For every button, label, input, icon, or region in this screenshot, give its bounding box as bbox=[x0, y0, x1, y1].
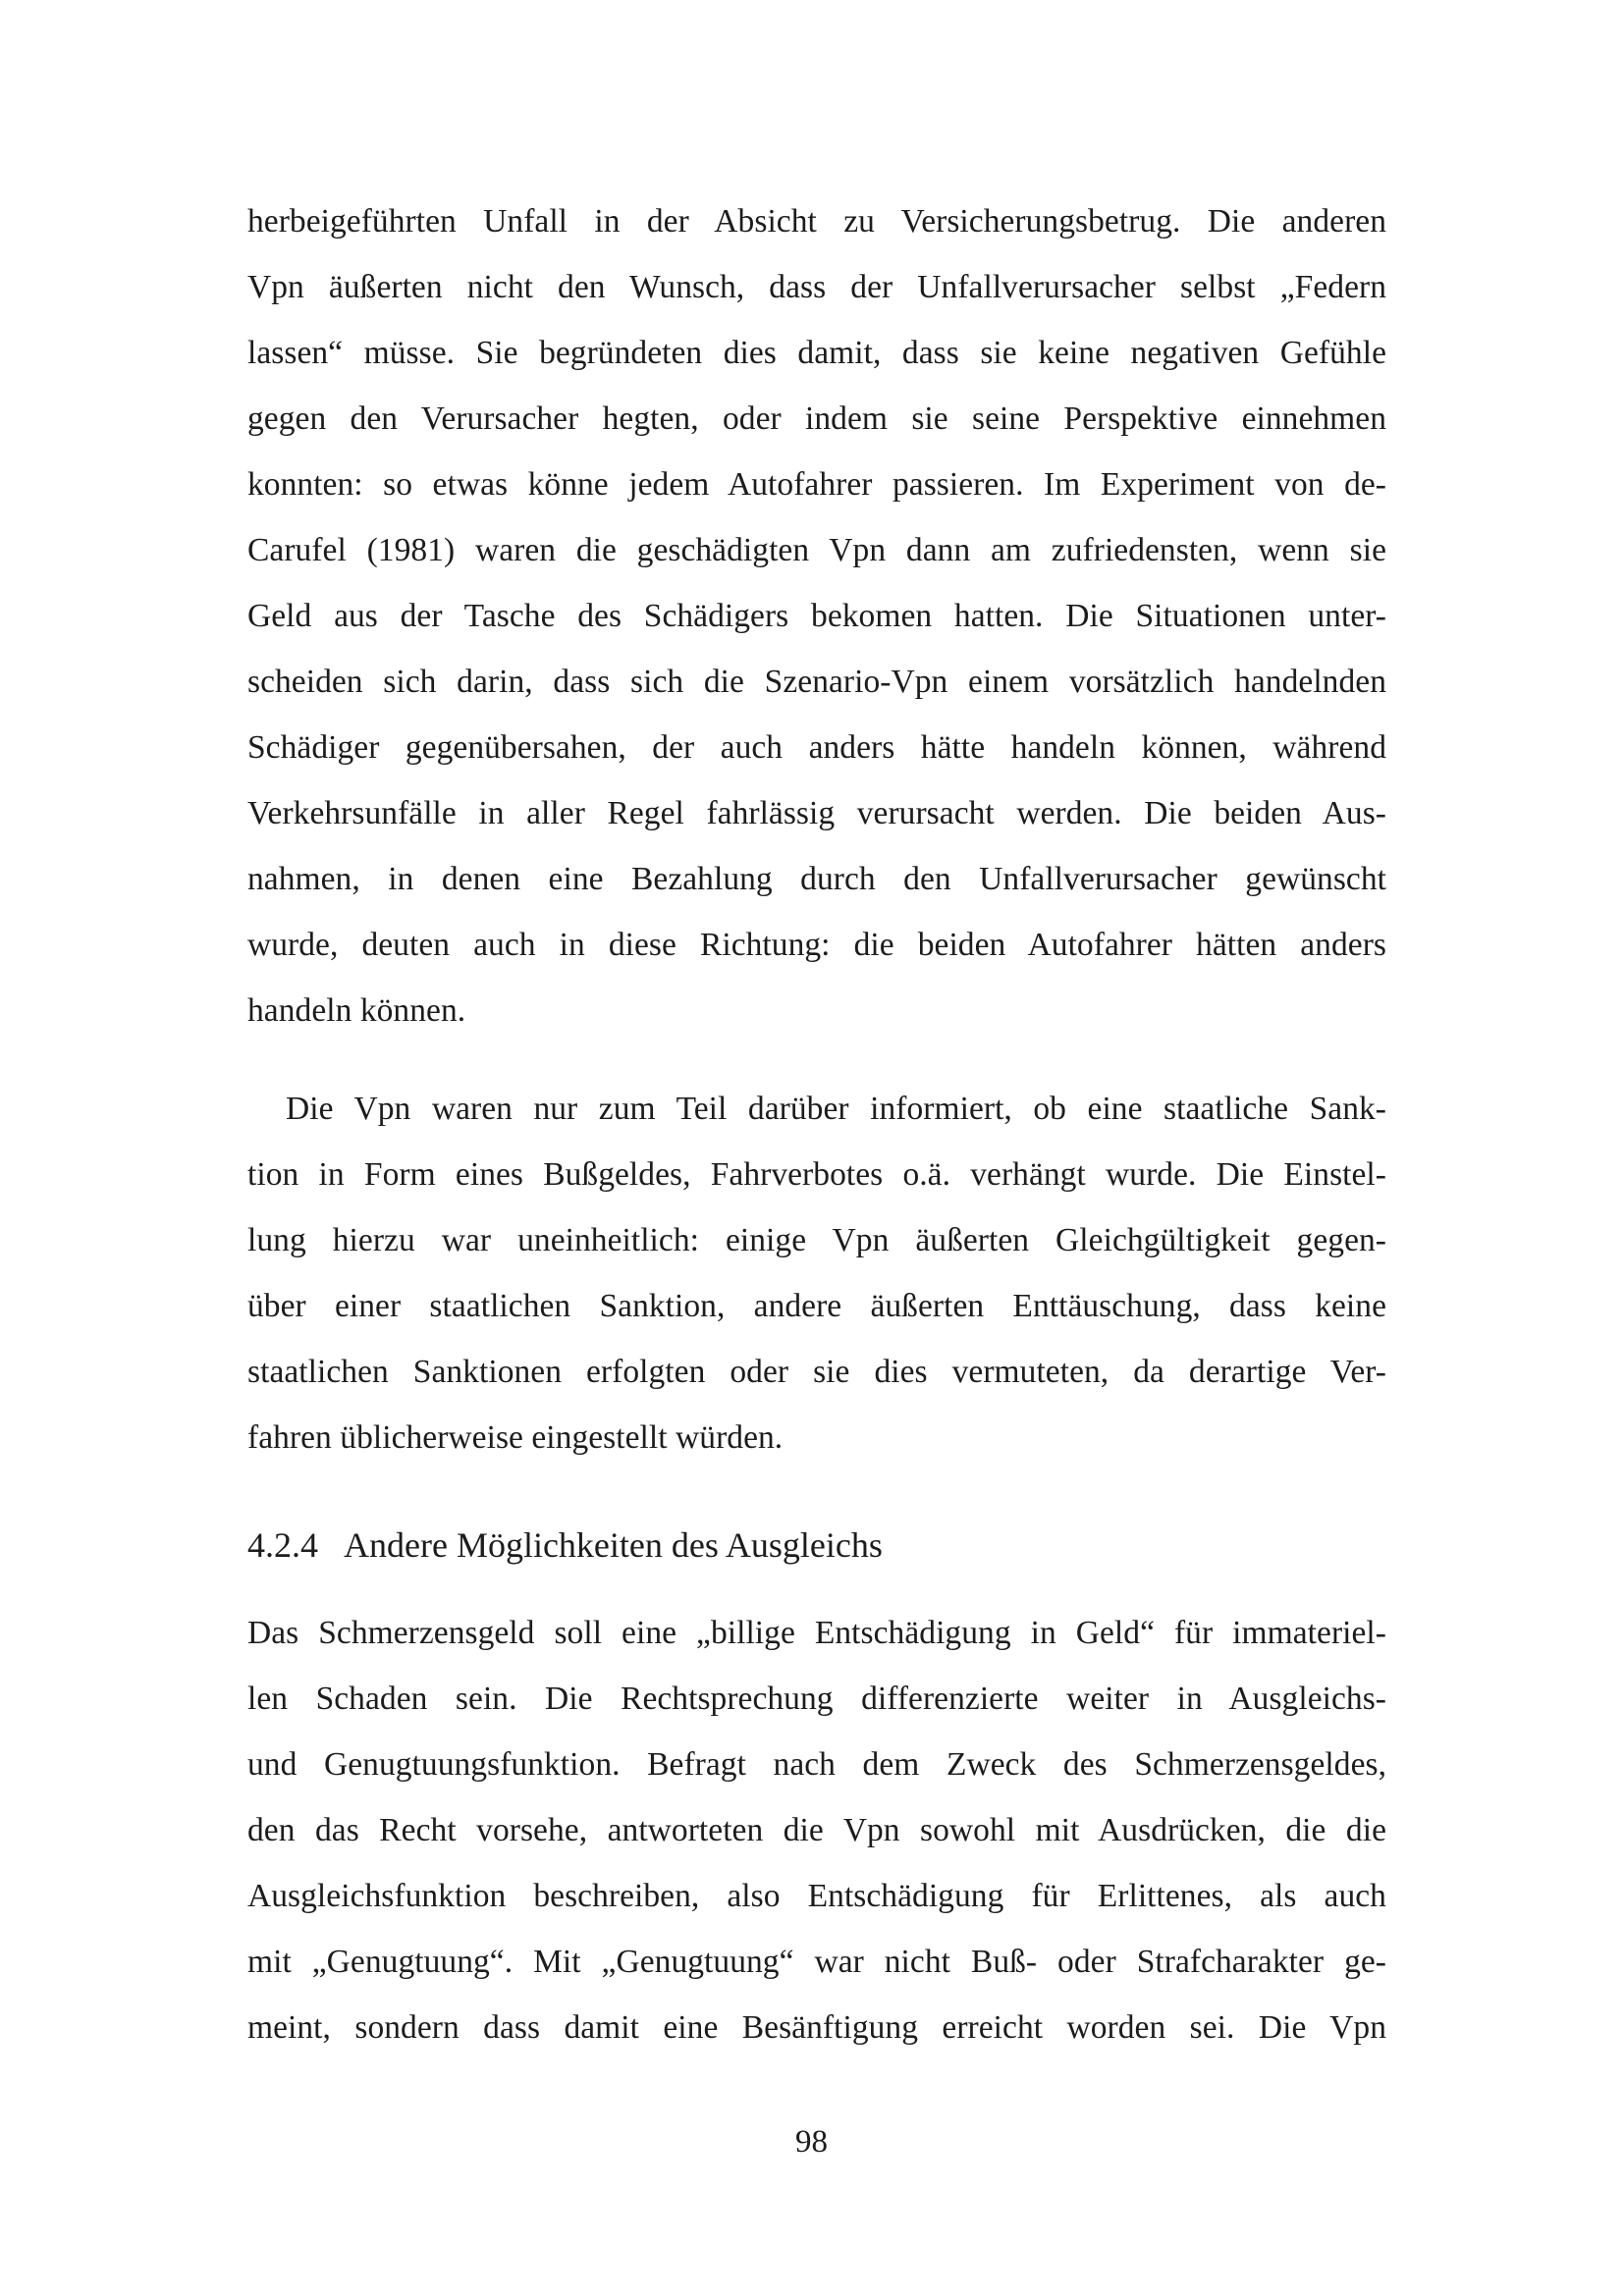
section-heading bbox=[247, 1522, 1386, 1569]
text-line: Das Schmerzensgeld soll eine „billige Entschädigung in Geld“ für immateriel- bbox=[247, 1615, 1386, 1651]
text-line: gegen den Verursacher hegten, oder indem sie seine Perspektive einnehmen bbox=[247, 400, 1386, 437]
text-line: nahmen, in denen eine Bezahlung durch den Unfallverursacher gewünscht bbox=[247, 861, 1386, 897]
text-line: len Schaden sein. Die Rechtsprechung differenzierte weiter in Ausgleichs- bbox=[247, 1681, 1386, 1717]
text-line: Carufel (1981) waren die geschädigten Vpn dann am zufriedensten, wenn sie bbox=[247, 532, 1386, 568]
text-line: über einer staatlichen Sanktion, andere äußerten Enttäuschung, dass keine bbox=[247, 1288, 1386, 1324]
text-line: fahren üblicherweise eingestellt würden. bbox=[247, 1419, 784, 1456]
text-line: wurde, deuten auch in diese Richtung: die beiden Autofahrer hätten anders bbox=[247, 927, 1386, 963]
text-line: tion in Form eines Bußgeldes, Fahrverbotes o.ä. verhängt wurde. Die Einstel- bbox=[247, 1156, 1386, 1193]
text-line: handeln können. bbox=[247, 992, 466, 1029]
page-number: 98 bbox=[795, 2124, 828, 2160]
text-line: und Genugtuungsfunktion. Befragt nach dem Zweck des Schmerzensgeldes, bbox=[247, 1746, 1386, 1783]
text-line: den das Recht vorsehe, antworteten die Vpn sowohl mit Ausdrücken, die die bbox=[247, 1812, 1386, 1848]
text-line: Ausgleichsfunktion beschreiben, also Entschädigung für Erlittenes, als auch bbox=[247, 1878, 1386, 1914]
text-line: staatlichen Sanktionen erfolgten oder sie dies vermuteten, da derartige Ver- bbox=[247, 1354, 1386, 1390]
text-line: Verkehrsunfälle in aller Regel fahrlässig verursacht werden. Die beiden Aus- bbox=[247, 795, 1386, 831]
text-line: meint, sondern dass damit eine Besänftigung erreicht worden sei. Die Vpn bbox=[247, 2009, 1386, 2046]
text-line: lung hierzu war uneinheitlich: einige Vpn äußerten Gleichgültigkeit gegen- bbox=[247, 1222, 1386, 1258]
text-line: Die Vpn waren nur zum Teil darüber informiert, ob eine staatliche Sank- bbox=[286, 1091, 1386, 1127]
text-line: Geld aus der Tasche des Schädigers bekomen hatten. Die Situationen unter- bbox=[247, 598, 1386, 634]
section-number: 4.2.4 bbox=[247, 1525, 318, 1565]
text-line: herbeigeführten Unfall in der Absicht zu Versicherungsbetrug. Die anderen bbox=[247, 203, 1386, 240]
text-line: Vpn äußerten nicht den Wunsch, dass der Unfallverursacher selbst „Federn bbox=[247, 269, 1386, 305]
text-line: mit „Genugtuung“. Mit „Genugtuung“ war nicht Buß- oder Strafcharakter ge- bbox=[247, 1944, 1386, 1980]
text-line: Schädiger gegenübersahen, der auch anders hätte handeln können, während bbox=[247, 729, 1386, 766]
text-line: scheiden sich darin, dass sich die Szenario-Vpn einem vorsätzlich handelnden bbox=[247, 664, 1386, 700]
text-line: lassen“ müsse. Sie begründeten dies damit, dass sie keine negativen Gefühle bbox=[247, 335, 1386, 371]
section-title: Andere Möglichkeiten des Ausgleichs bbox=[344, 1525, 883, 1565]
text-line: konnten: so etwas könne jedem Autofahrer passieren. Im Experiment von de- bbox=[247, 466, 1386, 503]
